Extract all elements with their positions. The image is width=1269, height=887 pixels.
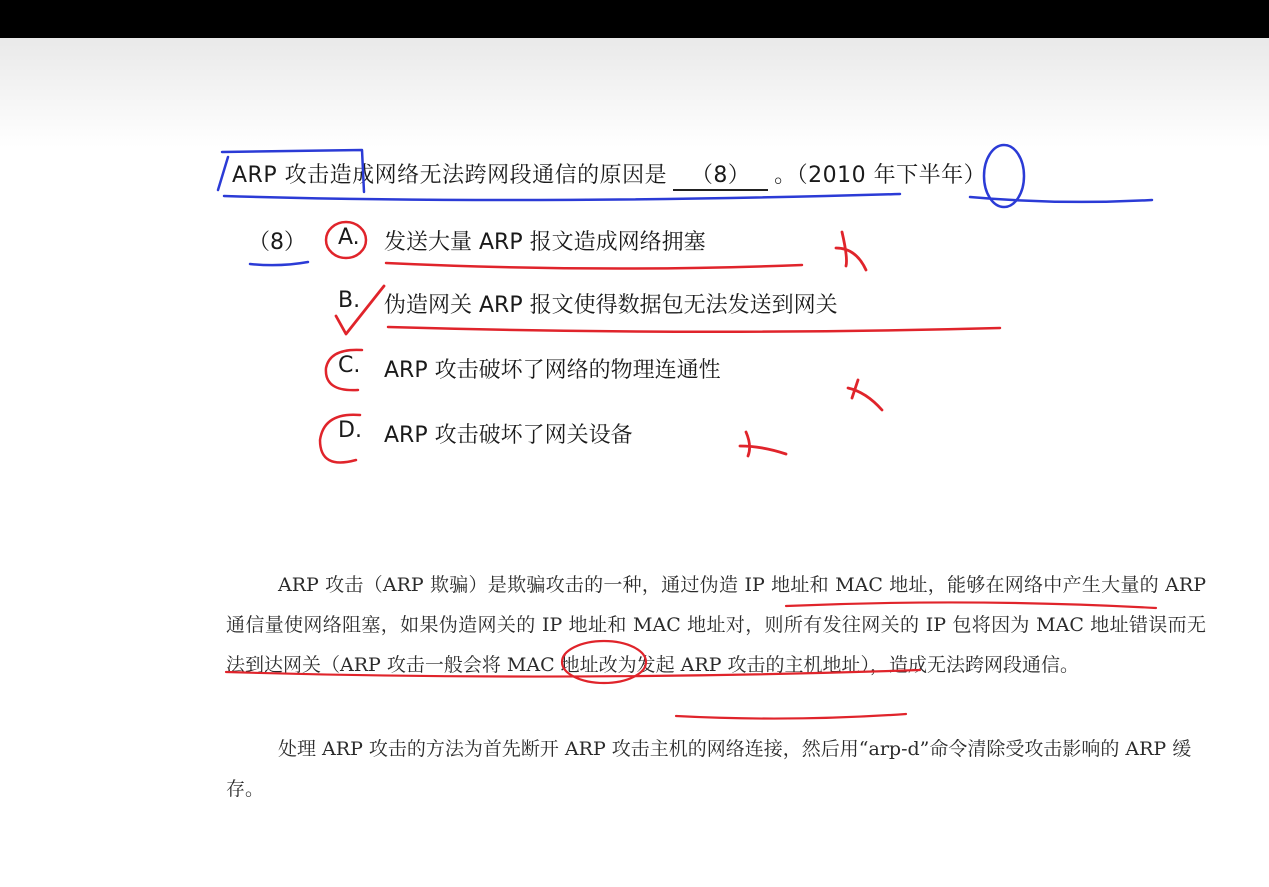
video-top-bar (0, 0, 1269, 38)
red-cross-d (740, 432, 786, 456)
option-d (338, 418, 633, 449)
question-suffix: 。（2010 年下半年） (774, 163, 987, 188)
blue-underline-year (970, 197, 1152, 202)
option-letter: C. (338, 353, 361, 378)
question-text: ARP 攻击造成网络无法跨网段通信的原因是 (232, 163, 668, 188)
explanation-paragraph-2: 处理 ARP 攻击的方法为首先断开 ARP 攻击主机的网络连接，然后用“arp-d”命令清除受攻击影响的 ARP 缓存。 (226, 738, 1192, 800)
blue-circle-year (984, 145, 1024, 207)
option-letter: A. (338, 225, 360, 250)
red-cross-a (836, 232, 866, 270)
option-letter: D. (338, 418, 362, 443)
option-text: ARP 攻击破坏了网络的物理连通性 (384, 358, 721, 383)
red-underline-a (386, 263, 802, 269)
red-cross-c (848, 380, 882, 410)
red-underline-b (388, 327, 1000, 332)
options-number: （8） (248, 230, 306, 255)
question-stem (232, 158, 986, 191)
option-a (338, 225, 706, 256)
option-c (338, 353, 721, 384)
blue-underline-question (224, 194, 900, 200)
option-b (338, 288, 838, 319)
option-text: 发送大量 ARP 报文造成网络拥塞 (384, 230, 706, 255)
red-underline-expl-3 (676, 714, 906, 719)
option-text: 伪造网关 ARP 报文使得数据包无法发送到网关 (384, 293, 838, 318)
option-letter: B. (338, 288, 361, 313)
top-fade (0, 38, 1269, 148)
explanation-paragraph-1: ARP 攻击（ARP 欺骗）是欺骗攻击的一种，通过伪造 IP 地址和 MAC 地址，能够在网络中产生大量的 ARP 通信量使网络阻塞，如果伪造网关的 IP 地址和 MAC 地址对，则所有发往网关的 IP 包将因为 MAC 地址错误而无法到达网关（ARP 攻击一般会将 MAC 地址改为发起 ARP 攻击的主机地址），造成无法跨网段通信。 (226, 574, 1206, 676)
option-text: ARP 攻击破坏了网关设备 (384, 423, 633, 448)
question-blank: （8） (673, 158, 768, 191)
blue-underline-number (250, 262, 308, 265)
